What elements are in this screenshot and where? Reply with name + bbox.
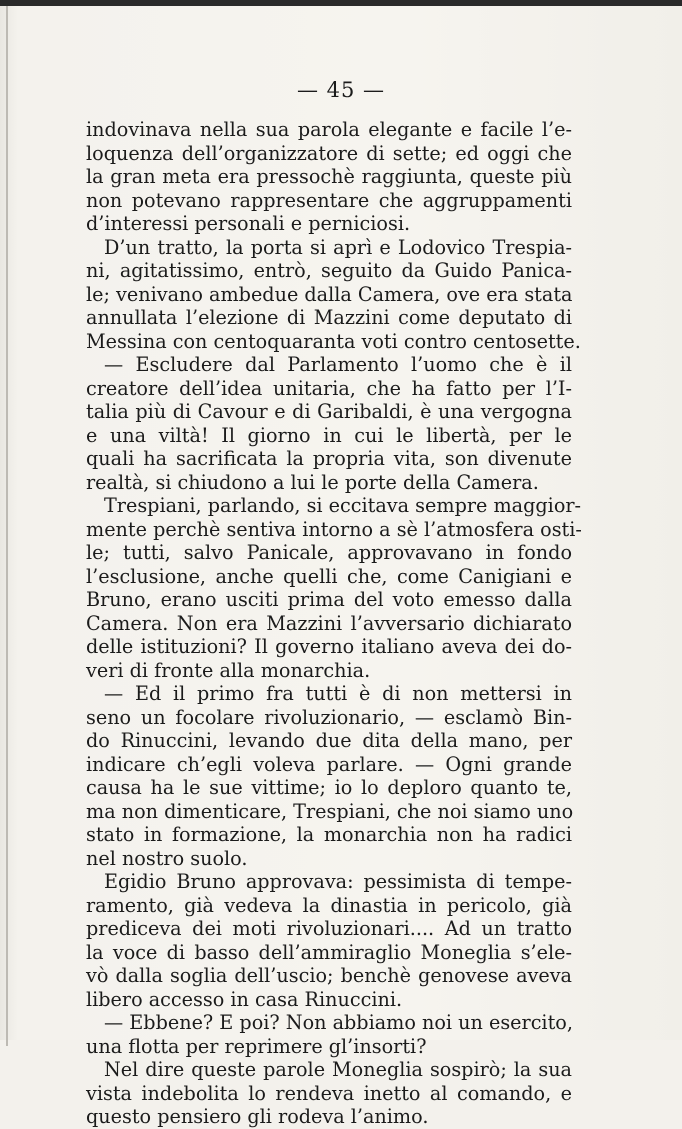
paragraph <box>86 235 581 354</box>
text-line: seno un focolare rivoluzionario, — esclamò Bin- <box>86 705 572 729</box>
text-line: ma non dimenticare, Trespiani, che noi siamo uno <box>86 799 574 823</box>
text-line: indicare ch’egli voleva parlare. — Ogni grande <box>86 752 572 776</box>
text-line: D’un tratto, la porta si aprì e Lodovico Trespia- <box>104 235 572 259</box>
text-line: causa ha le sue vittime; io lo deploro quanto te, <box>86 776 572 799</box>
text-line: loquenza dell’organizzatore di sette; ed oggi che <box>86 141 572 165</box>
page-edge <box>6 6 8 1046</box>
text-line: vò dalla soglia dell’uscio; benchè genovese aveva <box>86 964 572 987</box>
paragraph <box>86 870 572 1011</box>
page-number: — 45 — <box>296 78 386 102</box>
text-line: vista indebolita lo rendeva inetto al comando, e <box>86 1081 572 1105</box>
paragraph <box>86 353 572 494</box>
text-line: Nel dire queste parole Moneglia sospirò; la sua <box>104 1058 572 1081</box>
text-line: creatore dell’idea unitaria, che ha fatto per l’I- <box>86 376 572 400</box>
text-line: e una viltà! Il giorno in cui le libertà, per le <box>86 423 572 447</box>
text-line: do Rinuccini, levando due dita della mano, per <box>86 729 572 752</box>
text-line: indovinava nella sua parola elegante e facile l’e- <box>86 118 572 141</box>
text-line: delle istituzioni? Il governo italiano aveva dei do- <box>86 635 572 658</box>
text-line: prediceva dei moti rivoluzionari.... Ad un tratto <box>86 917 572 940</box>
text-line: le; venivano ambedue dalla Camera, ove era stata <box>86 282 573 306</box>
text-line: mente perchè sentiva intorno a sè l’atmosfera osti- <box>86 517 582 541</box>
text-line: stato in formazione, la monarchia non ha radici <box>86 823 572 846</box>
text-line: veri di fronte alla monarchia. <box>86 658 371 682</box>
text-line: una flotta per reprimere gl’insorti? <box>86 1034 427 1058</box>
text-line: non potevano rappresentare che aggruppamenti <box>86 188 572 212</box>
text-line: ramento, già vedeva la dinastia in pericolo, già <box>86 893 572 917</box>
text-line: — Ed il primo fra tutti è di non mettersi in <box>104 682 572 705</box>
paragraph <box>86 1058 572 1129</box>
text-line: ni, agitatissimo, entrò, seguito da Guido Panica- <box>86 259 572 282</box>
text-line: talia più di Cavour e di Garibaldi, è una vergogna <box>86 400 572 423</box>
page-text <box>86 118 582 1129</box>
paragraph <box>86 682 572 870</box>
text-line: d’interessi personali e perniciosi. <box>86 212 411 235</box>
text-line: Trespiani, parlando, si eccitava sempre maggior- <box>104 494 582 517</box>
text-line: la gran meta era pressochè raggiunta, queste più <box>86 165 572 188</box>
text-line: l’esclusione, anche quelli che, come Canigiani e <box>86 564 572 588</box>
text-line: realtà, si chiudono a lui le porte della Camera. <box>86 470 539 494</box>
text-line: questo pensiero gli rodeva l’animo. <box>86 1105 429 1128</box>
text-line: le; tutti, salvo Panicale, approvavano in fondo <box>86 541 572 564</box>
text-line: Egidio Bruno approvava: pessimista di tempe- <box>104 870 572 893</box>
text-line: — Ebbene? E poi? Non abbiamo noi un esercito, <box>104 1011 573 1034</box>
paragraph <box>86 494 582 682</box>
text-line: Messina con centoquaranta voti contro centosette. <box>86 329 581 353</box>
text-line: libero accesso in casa Rinuccini. <box>86 987 403 1011</box>
text-line: Camera. Non era Mazzini l’avversario dichiarato <box>86 611 572 635</box>
text-line: — Escludere dal Parlamento l’uomo che è il <box>104 353 572 376</box>
text-line: annullata l’elezione di Mazzini come deputato di <box>86 306 572 329</box>
paragraph <box>86 118 572 236</box>
text-line: nel nostro suolo. <box>86 846 248 870</box>
text-line: la voce di basso dell’ammiraglio Moneglia s’ele- <box>86 940 572 964</box>
text-line: Bruno, erano usciti prima del voto emesso dalla <box>86 588 572 611</box>
text-line: quali ha sacrificata la propria vita, son divenute <box>86 447 572 470</box>
paragraph <box>86 1011 572 1058</box>
